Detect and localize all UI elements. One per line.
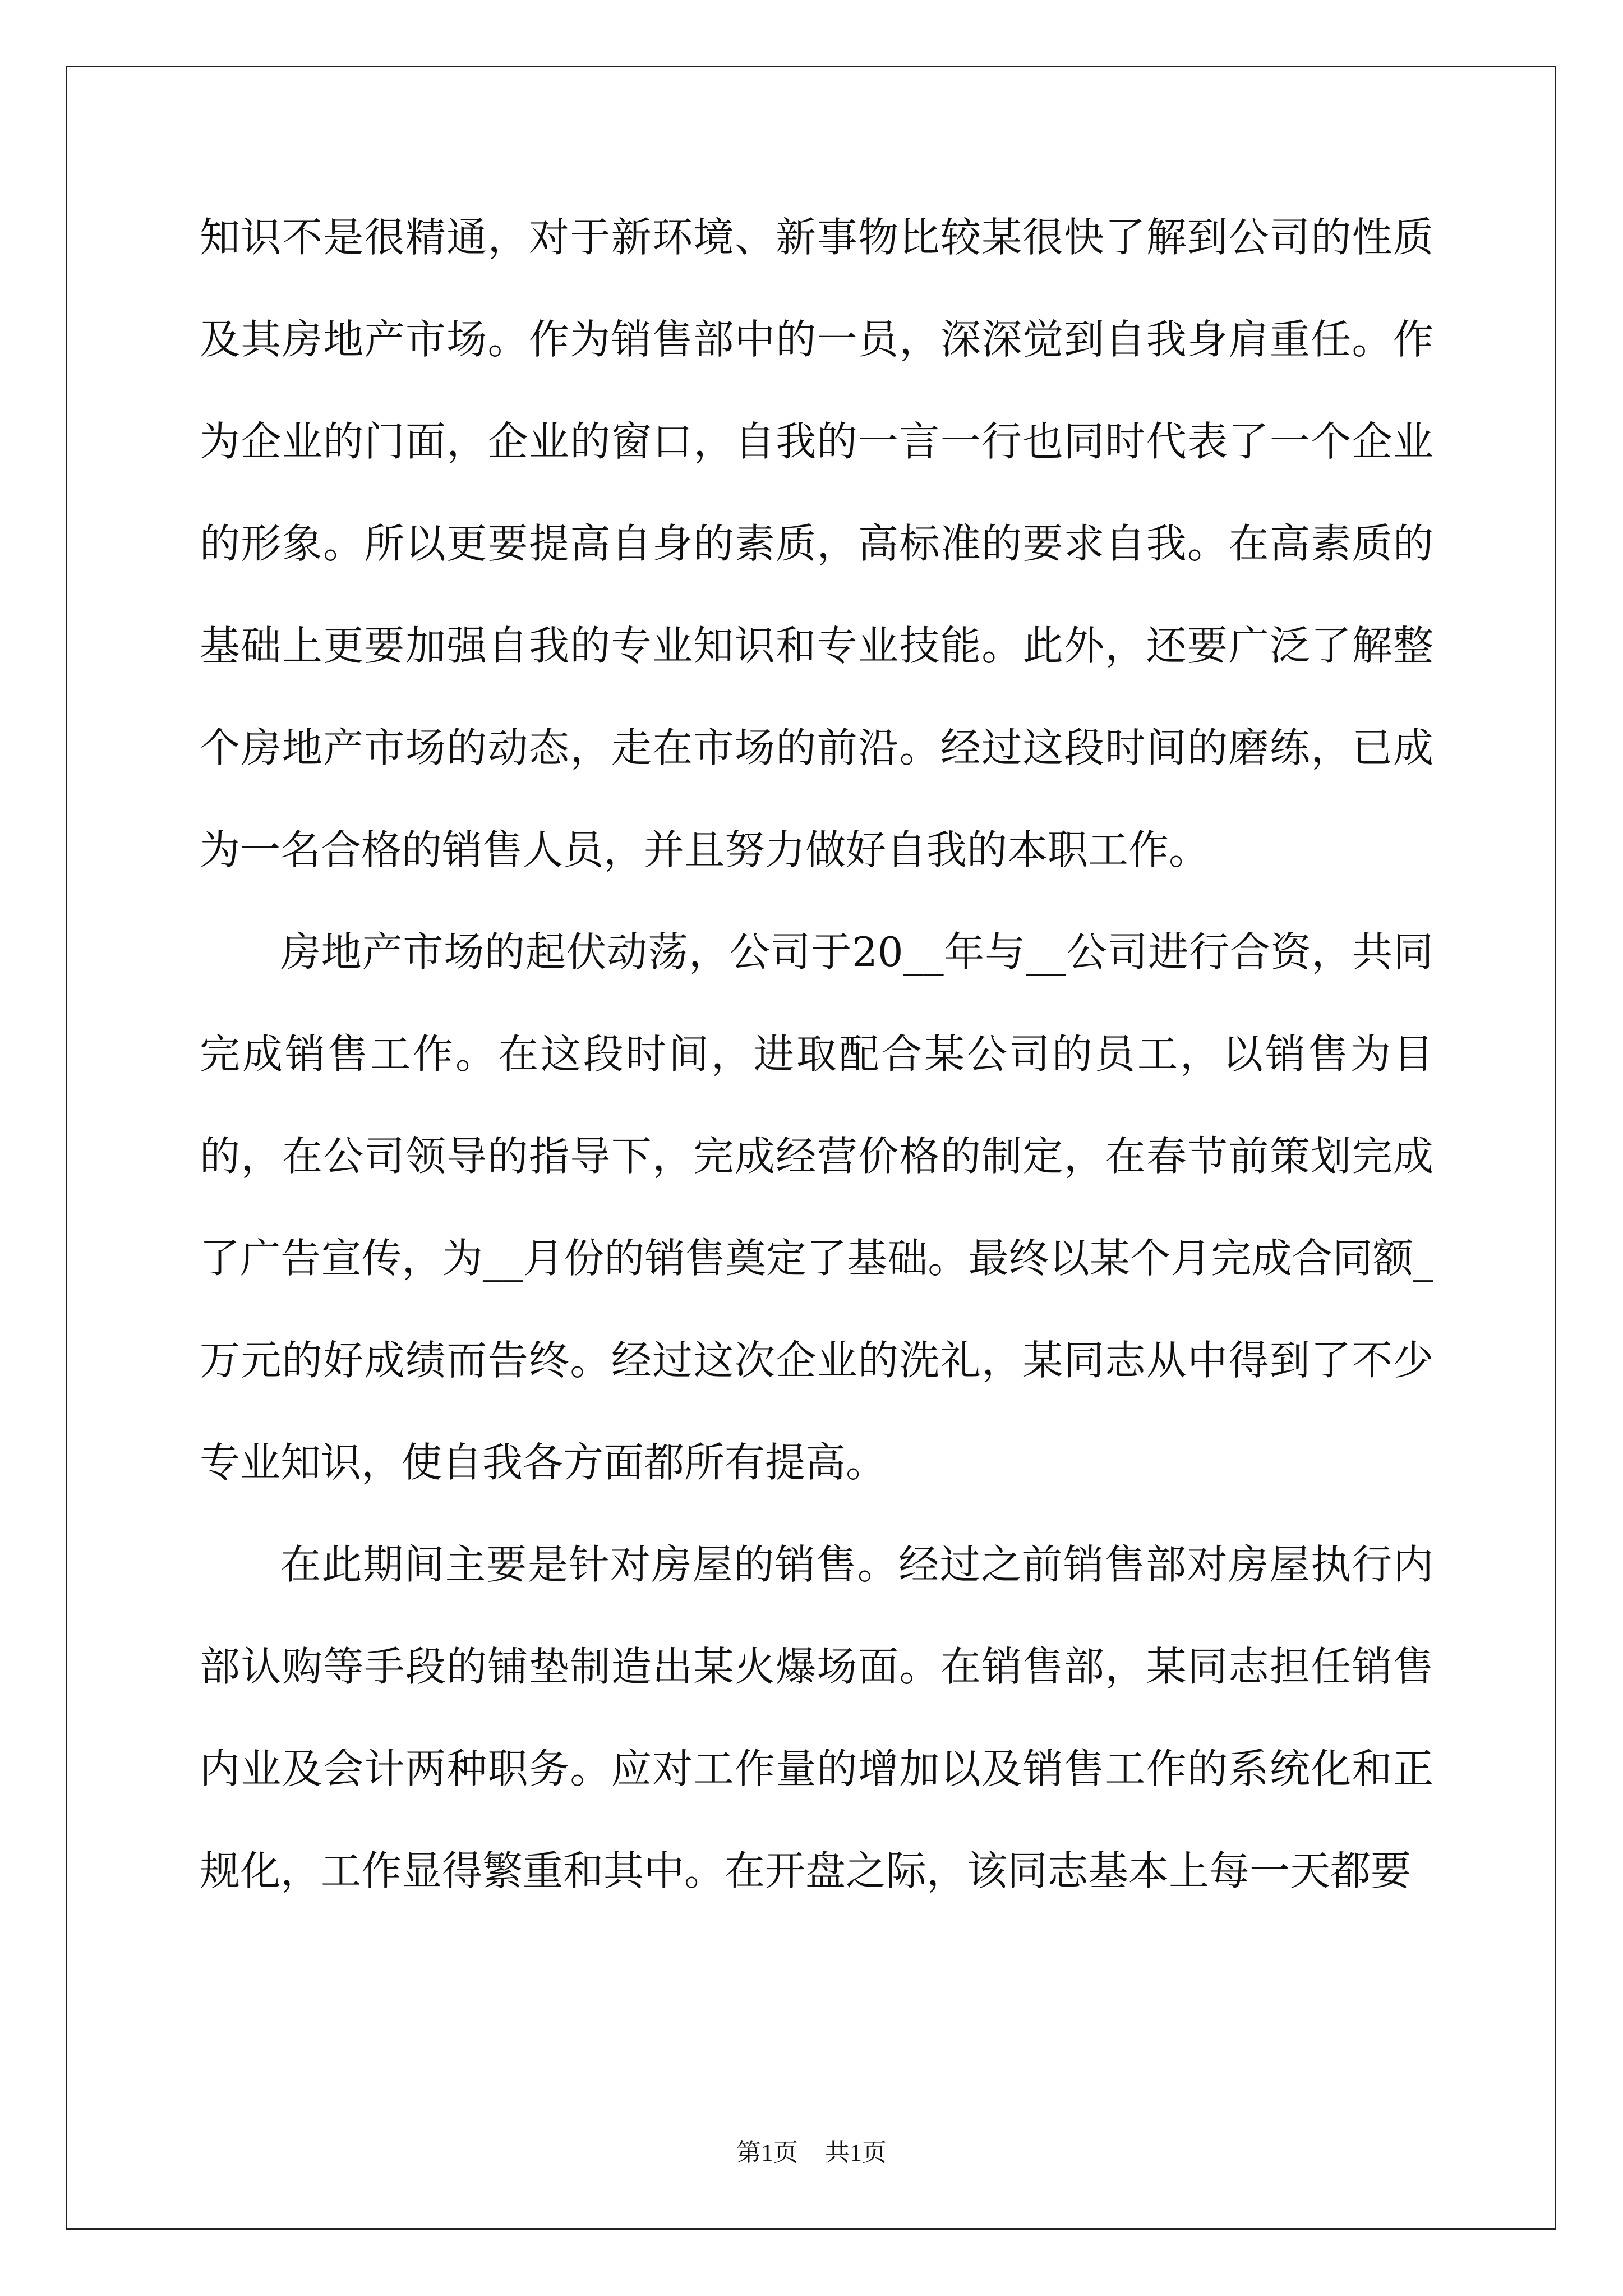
- page-footer: [0, 2136, 1623, 2170]
- page-number: 第1页: [736, 2139, 798, 2166]
- paragraph-3: 在此期间主要是针对房屋的销售。经过之前销售部对房屋执行内部认购等手段的铺垫制造出某火爆场面。在销售部，某同志担任销售内业及会计两种职务。应对工作量的增加以及销售工作的系统化和正规化，工作显得繁重和其中。在开盘之际，该同志基本上每一天都要: [200, 1541, 1433, 1894]
- page-total: 共1页: [825, 2139, 887, 2166]
- document-body: [200, 186, 1433, 1922]
- paragraph-1: 知识不是很精通，对于新环境、新事物比较某很快了解到公司的性质及其房地产市场。作为销售部中的一员，深深觉到自我身肩重任。作为企业的门面，企业的窗口，自我的一言一行也同时代表了一个企业的形象。所以更要提高自身的素质，高标准的要求自我。在高素质的基础上更要加强自我的专业知识和专业技能。此外，还要广泛了解整个房地产市场的动态，走在市场的前沿。经过这段时间的磨练，已成为一名合格的销售人员，并且努力做好自我的本职工作。: [200, 214, 1433, 873]
- paragraph-2: 房地产市场的起伏动荡，公司于20__年与__公司进行合资，共同完成销售工作。在这段时间，进取配合某公司的员工，以销售为目的，在公司领导的指导下，完成经营价格的制定，在春节前策划完成了广告宣传，为__月份的销售奠定了基础。最终以某个月完成合同额_万元的好成绩而告终。经过这次企业的洗礼，某同志从中得到了不少专业知识，使自我各方面都所有提高。: [200, 928, 1433, 1486]
